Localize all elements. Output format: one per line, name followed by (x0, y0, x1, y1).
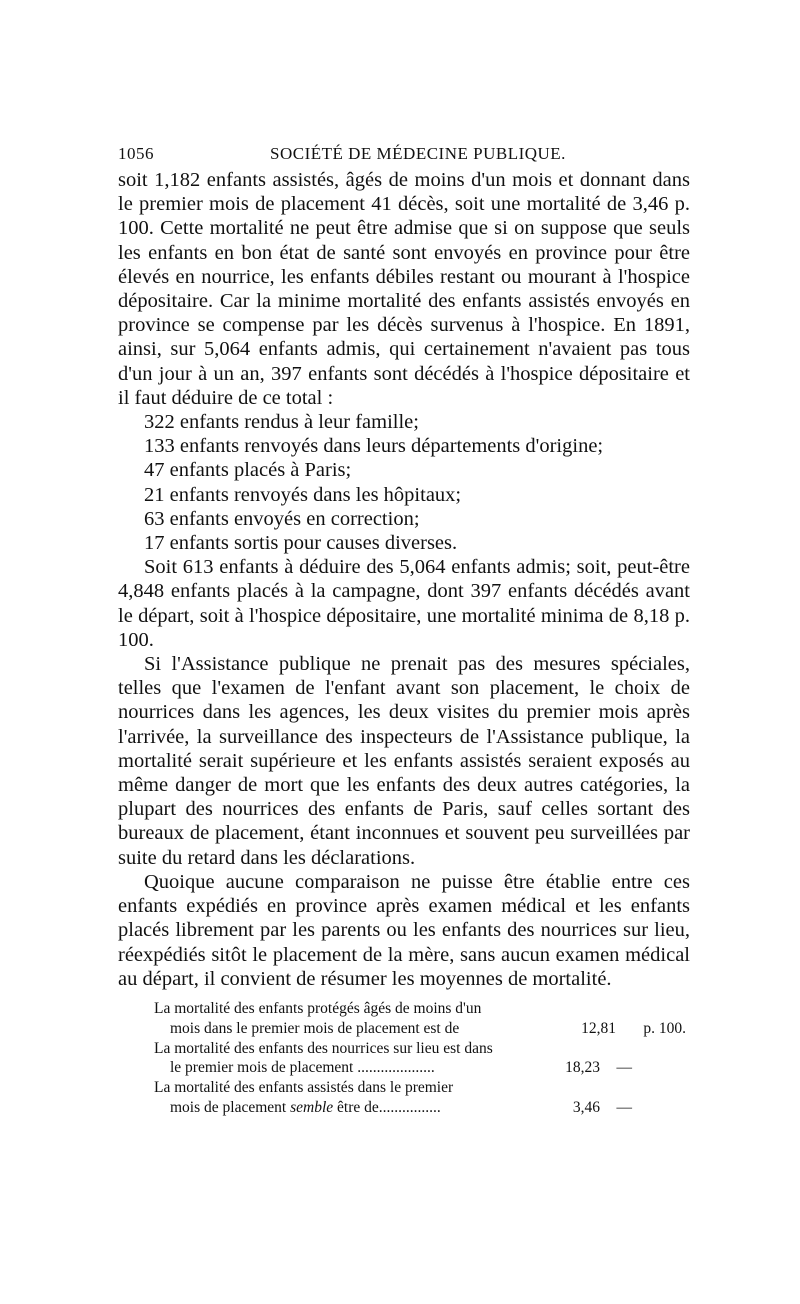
summary-line (118, 1098, 690, 1118)
list-item: 63 enfants envoyés en correction; (144, 507, 420, 530)
summary-line (118, 1058, 690, 1078)
summary-row (118, 999, 690, 1039)
paragraph-1: soit 1,182 enfants assistés, âgés de moins d'un mois et donnant dans le premier mois de placement 41 décès, soit une mortalité de 3,46 p. 100. Cette mortalité ne peut être admise que si on suppose que seuls les enfants en bon état de santé sont envoyés en province pour être élevés en nourrice, les enfants débiles restant ou mourant à l'hospice dépositaire. Car la minime mortalité des enfants assistés envoyés en province se compense par les décès survenus à l'hospice. En 1891, ainsi, sur 5,064 enfants admis, qui certainement n'avaient pas tous d'un jour à un an, 397 enfants sont décédés à l'hospice dépositaire et il faut déduire de ce total : (118, 169, 690, 409)
summary-row (118, 1039, 690, 1079)
summary-value: 18,23 (565, 1059, 600, 1077)
paragraph-4: Quoique aucune comparaison ne puisse être établie entre ces enfants expédiés en province après examen médical et les enfants placés librement par les parents ou les enfants des nourrices sur lieu, réexpédiés sitôt le placement de la mère, sans aucun examen médical au départ, il convient de résumer les moyennes de mortalité. (118, 870, 690, 990)
summary-text: mois de placement (170, 1098, 291, 1116)
list-item: 17 enfants sortis pour causes diverses. (144, 532, 458, 555)
page-number: 1056 (118, 144, 154, 163)
summary-line: La mortalité des enfants des nourrices sur lieu est dans (154, 1039, 493, 1057)
summary-text: mois dans le premier mois de placement est de (170, 1019, 460, 1037)
mortality-summary (118, 999, 690, 1118)
summary-value: 3,46 (572, 1098, 600, 1116)
list-item: 47 enfants placés à Paris; (144, 459, 352, 482)
paragraph-2: Soit 613 enfants à déduire des 5,064 enfants admis; soit, peut-être 4,848 enfants placés à la campagne, dont 397 enfants décédés avant le départ, soit à l'hospice dépositaire, une mortalité minima de 8,18 p. 100. (118, 556, 690, 651)
list-item: 322 enfants rendus à leur famille; (144, 411, 419, 434)
summary-line: La mortalité des enfants assistés dans le premier (154, 1079, 454, 1097)
deduction-list (118, 410, 690, 555)
summary-unit: — (616, 1098, 632, 1116)
summary-text: le premier mois de placement .................... (170, 1059, 435, 1077)
summary-unit: — (616, 1059, 632, 1077)
summary-emphasis: semble (290, 1098, 334, 1116)
summary-text: être de................ (333, 1098, 441, 1116)
list-item: 21 enfants renvoyés dans les hôpitaux; (144, 483, 462, 506)
summary-line: La mortalité des enfants protégés âgés de moins d'un (154, 999, 482, 1017)
list-item: 133 enfants renvoyés dans leurs départements d'origine; (144, 435, 604, 458)
summary-row (118, 1078, 690, 1118)
page-header (118, 140, 690, 168)
summary-line (118, 1019, 690, 1039)
summary-unit: p. 100. (643, 1019, 686, 1037)
page-body (118, 168, 690, 991)
running-title: SOCIÉTÉ DE MÉDECINE PUBLIQUE. (270, 144, 566, 163)
summary-value: 12,81 (581, 1019, 616, 1037)
paragraph-3: Si l'Assistance publique ne prenait pas des mesures spéciales, telles que l'examen de l'enfant avant son placement, le choix de nourrices dans les agences, les deux visites du premier mois après l'arrivée, la surveillance des inspecteurs de l'Assistance publique, la mortalité serait supérieure et les enfants assistés seraient exposés au même danger de mort que les enfants des deux autres catégories, la plupart des nourrices des enfants de Paris, sauf celles sortant des bureaux de placement, étant inconnues et souvent peu surveillées par suite du retard dans les déclarations. (118, 653, 690, 869)
book-page (118, 140, 690, 1118)
